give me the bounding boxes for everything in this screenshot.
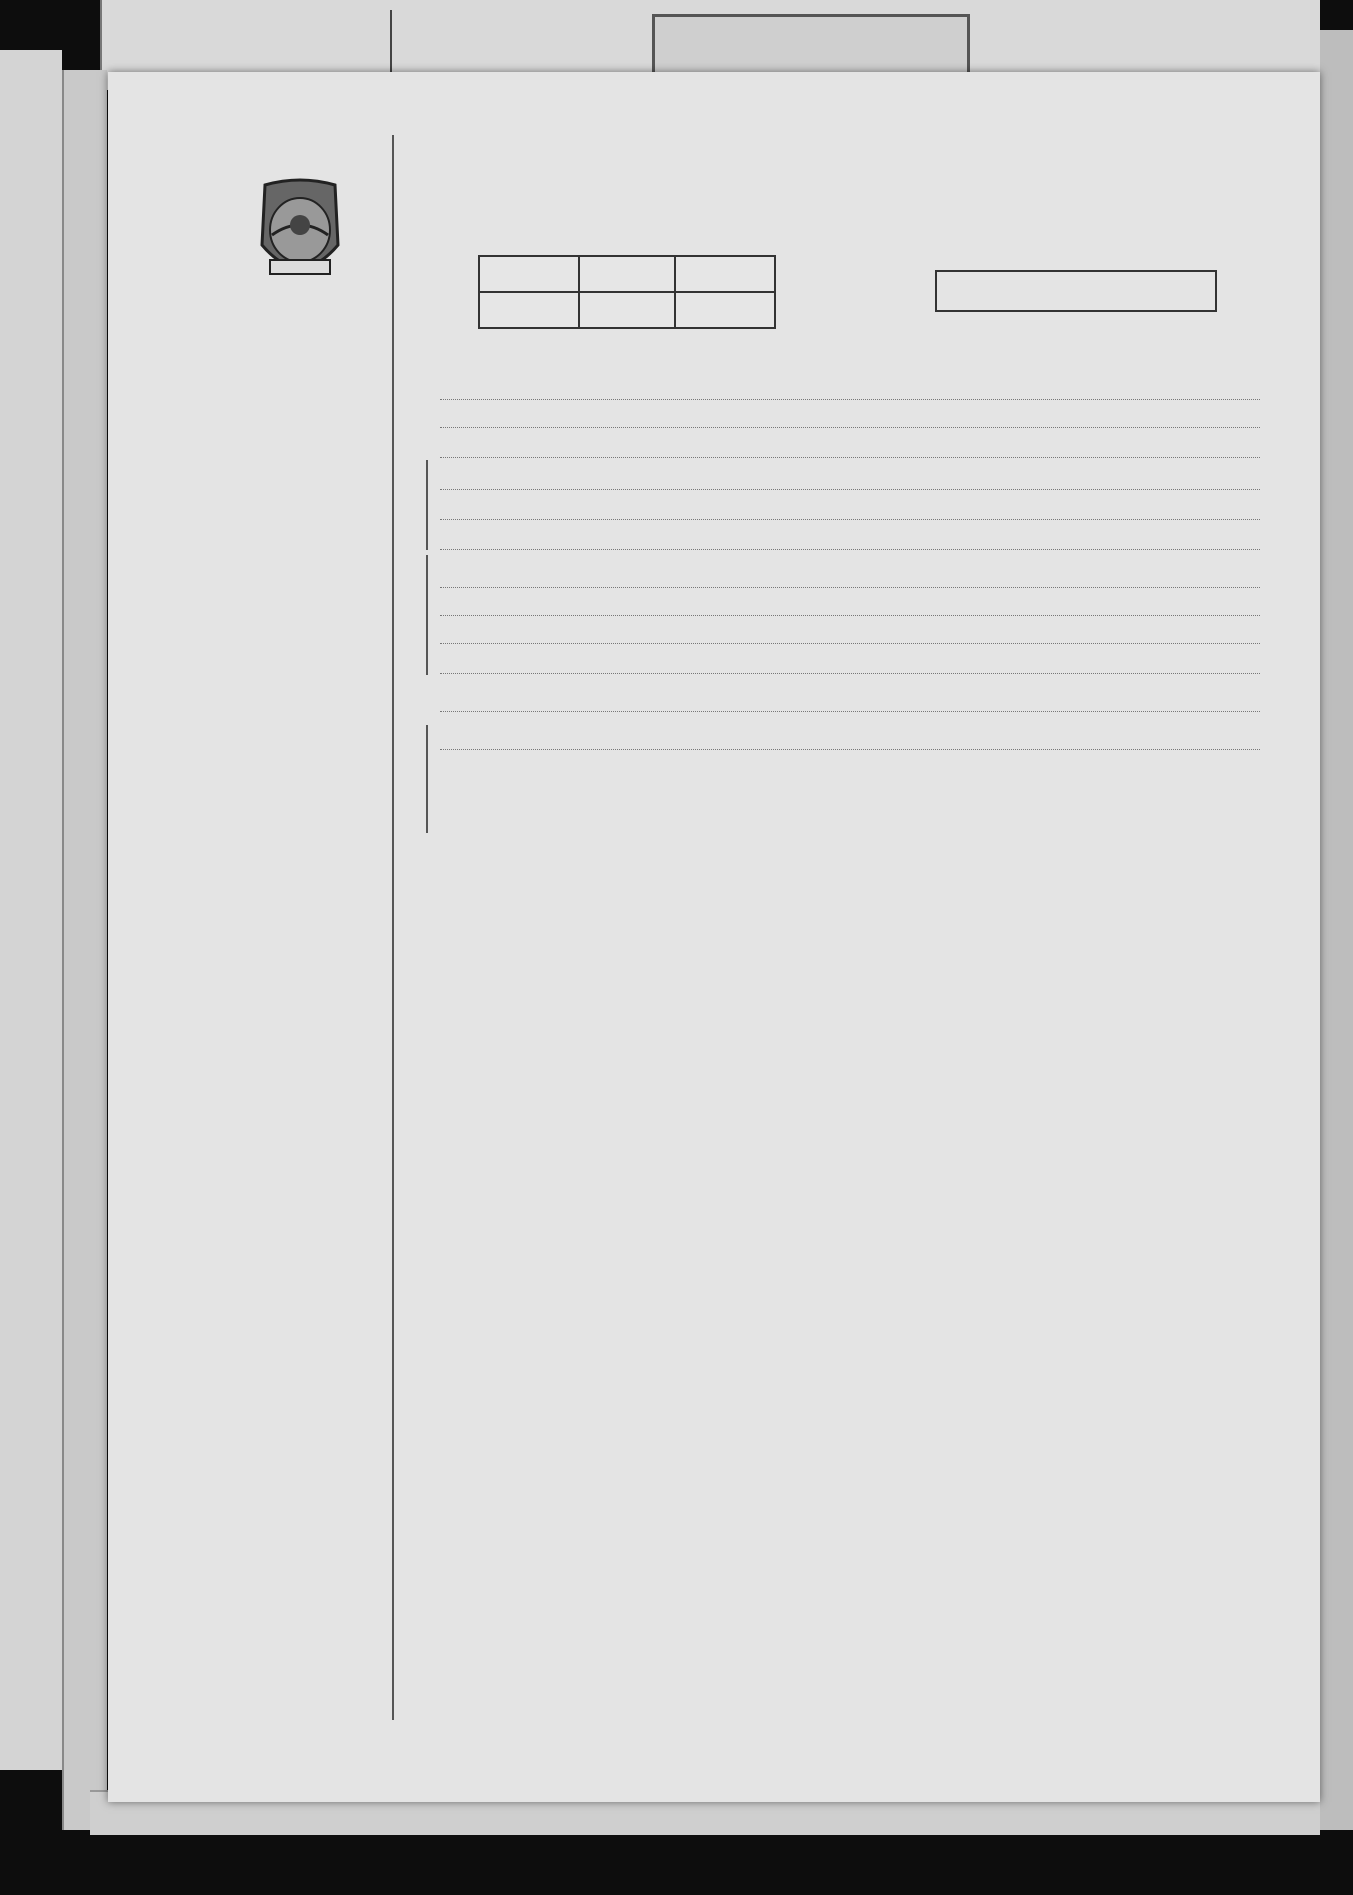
volume-header-tomo	[479, 256, 579, 292]
volume-table	[478, 255, 776, 329]
section-bar-declarante	[426, 725, 428, 833]
row-mother-doc	[440, 644, 1260, 674]
row-sex	[440, 490, 1260, 520]
row-place	[440, 370, 1260, 400]
row-time	[440, 520, 1260, 550]
row-father	[440, 558, 1260, 588]
row-surname	[440, 682, 1260, 712]
margin-line	[392, 135, 394, 1720]
volume-value-acta	[579, 292, 675, 328]
row-name	[440, 460, 1260, 490]
background-paper-left-2	[62, 70, 107, 1830]
province-shield-logo	[250, 175, 350, 290]
volume-header-ano	[675, 256, 775, 292]
volume-value-tomo	[479, 292, 579, 328]
record-type-box	[935, 270, 1217, 312]
top-signature-mark	[390, 10, 392, 80]
row-mother	[440, 614, 1260, 644]
document-page	[108, 72, 1320, 1802]
row-father-doc	[440, 586, 1260, 616]
section-bar-nacido	[426, 460, 428, 550]
background-edge-right	[1320, 30, 1353, 1830]
background-paper-left	[0, 50, 62, 1770]
row-declarant	[440, 748, 1260, 778]
row-year	[440, 428, 1260, 458]
row-certificate	[440, 720, 1260, 750]
section-bar-padres	[426, 555, 428, 675]
volume-header-acta	[579, 256, 675, 292]
volume-value-ano	[675, 292, 775, 328]
row-date	[440, 398, 1260, 428]
